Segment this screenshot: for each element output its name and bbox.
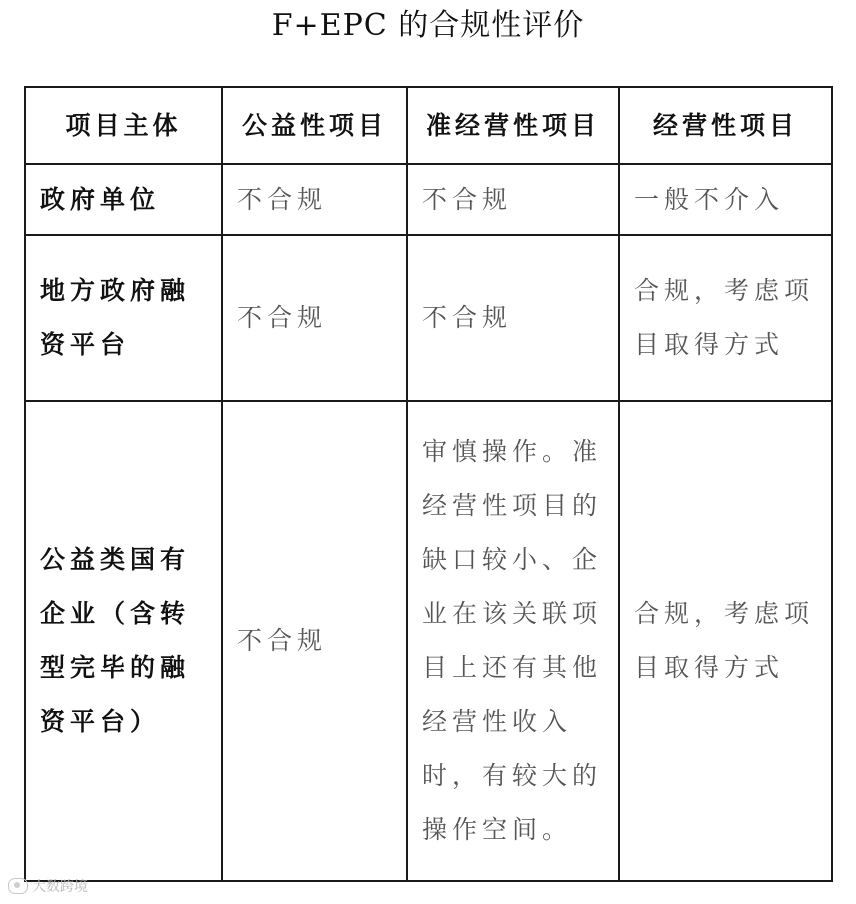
public-welfare-cell: 不合规 — [222, 235, 407, 401]
watermark-logo-icon — [8, 878, 28, 894]
header-subject: 项目主体 — [25, 87, 222, 164]
header-operating: 经营性项目 — [619, 87, 832, 164]
header-quasi-operating: 准经营性项目 — [407, 87, 619, 164]
subject-cell: 公益类国有企业（含转型完毕的融资平台） — [25, 401, 222, 881]
subject-cell: 政府单位 — [25, 164, 222, 235]
subject-cell: 地方政府融资平台 — [25, 235, 222, 401]
header-public-welfare: 公益性项目 — [222, 87, 407, 164]
table-row — [25, 401, 832, 881]
document-title: F+EPC 的合规性评价 — [271, 8, 585, 43]
table-row — [25, 164, 832, 235]
compliance-table — [24, 86, 833, 882]
watermark-text: 大数跨境 — [32, 879, 88, 895]
operating-cell: 合规，考虑项目取得方式 — [619, 401, 832, 881]
watermark — [8, 876, 88, 896]
operating-cell: 合规，考虑项目取得方式 — [619, 235, 832, 401]
quasi-operating-cell: 不合规 — [407, 164, 619, 235]
public-welfare-cell: 不合规 — [222, 164, 407, 235]
quasi-operating-cell: 不合规 — [407, 235, 619, 401]
quasi-operating-cell: 审慎操作。准经营性项目的缺口较小、企业在该关联项目上还有其他经营性收入时，有较大的操作空间。 — [407, 401, 619, 881]
operating-cell: 一般不介入 — [619, 164, 832, 235]
public-welfare-cell: 不合规 — [222, 401, 407, 881]
table-row — [25, 235, 832, 401]
table-header-row — [25, 87, 832, 164]
